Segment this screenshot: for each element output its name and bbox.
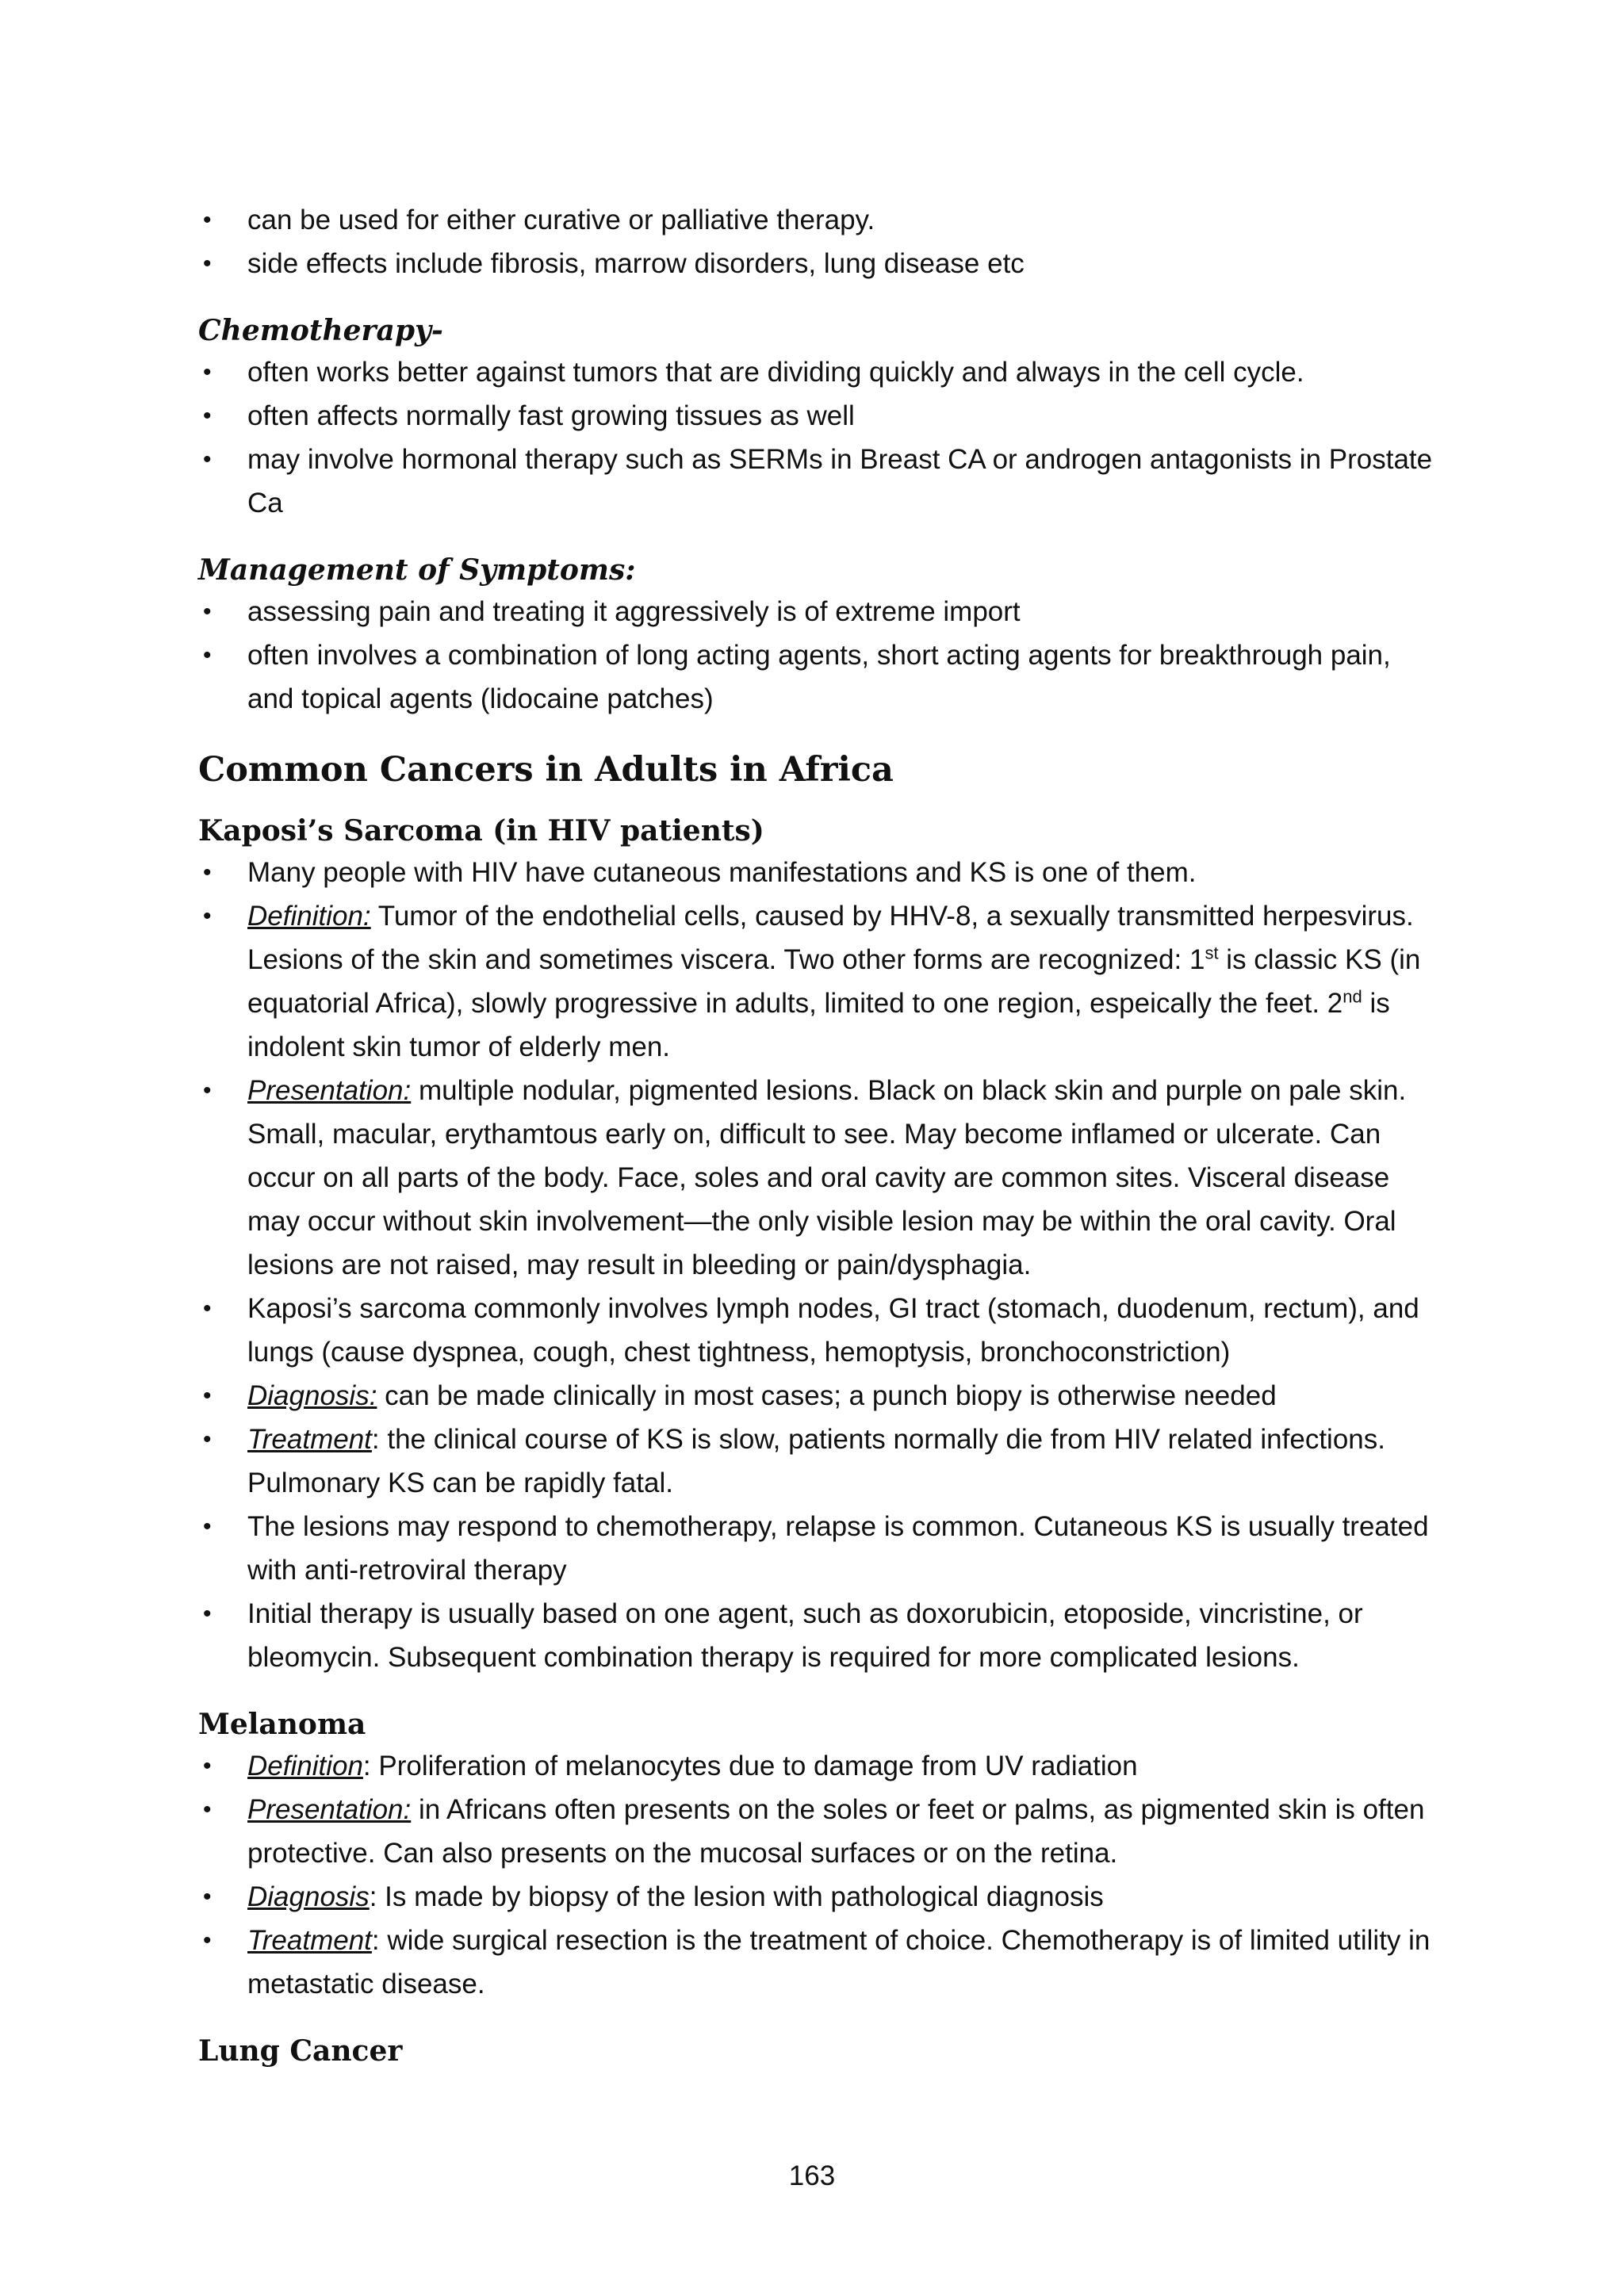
list-item: • assessing pain and treating it aggressively is of extreme import [198,590,1435,633]
bullet-icon: • [203,207,212,233]
bullet-icon: • [203,599,212,625]
list-item: • Many people with HIV have cutaneous manifestations and KS is one of them. [198,851,1435,894]
bullet-icon: • [203,1927,212,1954]
bullet-icon: • [203,1753,212,1779]
presentation-term: Presentation: [247,1794,412,1825]
bullet-icon: • [203,1077,212,1104]
bullet-icon: • [203,1295,212,1322]
definition-term: Definition: [247,901,371,932]
bullet-icon: • [203,1601,212,1627]
page-number: 163 [788,2160,836,2191]
chemotherapy-heading: Chemotherapy- [198,314,443,347]
bullet-icon: • [203,903,212,929]
list-item: • Presentation: in Africans often presents on the soles or feet or palms, as pigmented skin is often protective. Can also presents on the mucosal surfaces or on the retina. [198,1788,1435,1875]
kaposi-heading: Kaposi’s Sarcoma (in HIV patients) [198,814,764,848]
list-item: • Presentation: multiple nodular, pigmented lesions. Black on black skin and purple on pale skin. Small, macular, erythamtous early on, difficult to see. May become inflamed or ulcerate. Can occur on all parts of the body. Face, soles and oral cavity are common sites. Visceral disease may occur without skin involvement—the only visible lesion may be within the oral cavity. Oral lesions are not raised, may result in bleeding or pain/dysphagia. [198,1069,1435,1287]
presentation-term: Presentation [247,1075,404,1106]
list-item: • Initial therapy is usually based on one agent, such as doxorubicin, etoposide, vincristine, or bleomycin. Subsequent combination therapy is required for more complicated lesions. [198,1592,1435,1679]
list-item: • Treatment: wide surgical resection is the treatment of choice. Chemotherapy is of limited utility in metastatic disease. [198,1919,1435,2006]
kaposi-bullet-list [198,851,1435,1679]
list-item: • often involves a combination of long acting agents, short acting agents for breakthrough pain, and topical agents (lidocaine patches) [198,633,1435,721]
diagnosis-term: Diagnosis [247,1881,370,1912]
bullet-icon: • [203,251,212,277]
bullet-icon: • [203,403,212,429]
bullet-icon: • [203,359,212,385]
list-item: • The lesions may respond to chemotherapy, relapse is common. Cutaneous KS is usually treated with anti-retroviral therapy [198,1505,1435,1592]
management-heading: Management of Symptoms: [198,553,636,587]
list-item: • side effects include fibrosis, marrow disorders, lung disease etc [198,242,1435,285]
list-item: • often affects normally fast growing tissues as well [198,394,1435,438]
list-item: • Diagnosis: Is made by biopsy of the lesion with pathological diagnosis [198,1875,1435,1919]
list-item: • Definition: Tumor of the endothelial cells, caused by HHV-8, a sexually transmitted herpesvirus. Lesions of the skin and sometimes viscera. Two other forms are recognized: 1st is classic KS (in equatorial Africa), slowly progressive in adults, limited to one region, espeically the feet. 2nd is indolent skin tumor of elderly men. [198,894,1435,1069]
definition-term: Definition [247,1751,363,1781]
bullet-icon: • [203,642,212,668]
bullet-icon: • [203,1513,212,1540]
melanoma-bullet-list [198,1744,1435,2006]
lung-cancer-heading: Lung Cancer [198,2034,403,2068]
page-content [198,198,1435,2071]
bullet-icon: • [203,1797,212,1823]
list-item: • Kaposi’s sarcoma commonly involves lymph nodes, GI tract (stomach, duodenum, rectum), and lungs (cause dyspnea, cough, chest tightness, hemoptysis, bronchoconstriction) [198,1287,1435,1374]
bullet-icon: • [203,446,212,473]
section-title: Common Cancers in Adults in Africa [198,750,894,790]
treatment-term: Treatment [247,1925,372,1956]
management-bullet-list [198,590,1435,721]
bullet-icon: • [203,1383,212,1409]
melanoma-heading: Melanoma [198,1708,366,1741]
list-item: • may involve hormonal therapy such as SERMs in Breast CA or androgen antagonists in Prostate Ca [198,438,1435,525]
list-item: • Diagnosis: can be made clinically in most cases; a punch biopy is otherwise needed [198,1374,1435,1418]
bullet-icon: • [203,1884,212,1910]
bullet-icon: • [203,859,212,886]
intro-bullet-list [198,198,1435,285]
list-item: • Definition: Proliferation of melanocytes due to damage from UV radiation [198,1744,1435,1788]
list-item: • Treatment: the clinical course of KS is slow, patients normally die from HIV related infections. Pulmonary KS can be rapidly fatal. [198,1418,1435,1505]
list-item: • can be used for either curative or palliative therapy. [198,198,1435,242]
chemotherapy-bullet-list [198,350,1435,525]
list-item: • often works better against tumors that are dividing quickly and always in the cell cycle. [198,350,1435,394]
bullet-icon: • [203,1426,212,1452]
diagnosis-term: Diagnosis: [247,1380,377,1411]
treatment-term: Treatment [247,1424,372,1455]
